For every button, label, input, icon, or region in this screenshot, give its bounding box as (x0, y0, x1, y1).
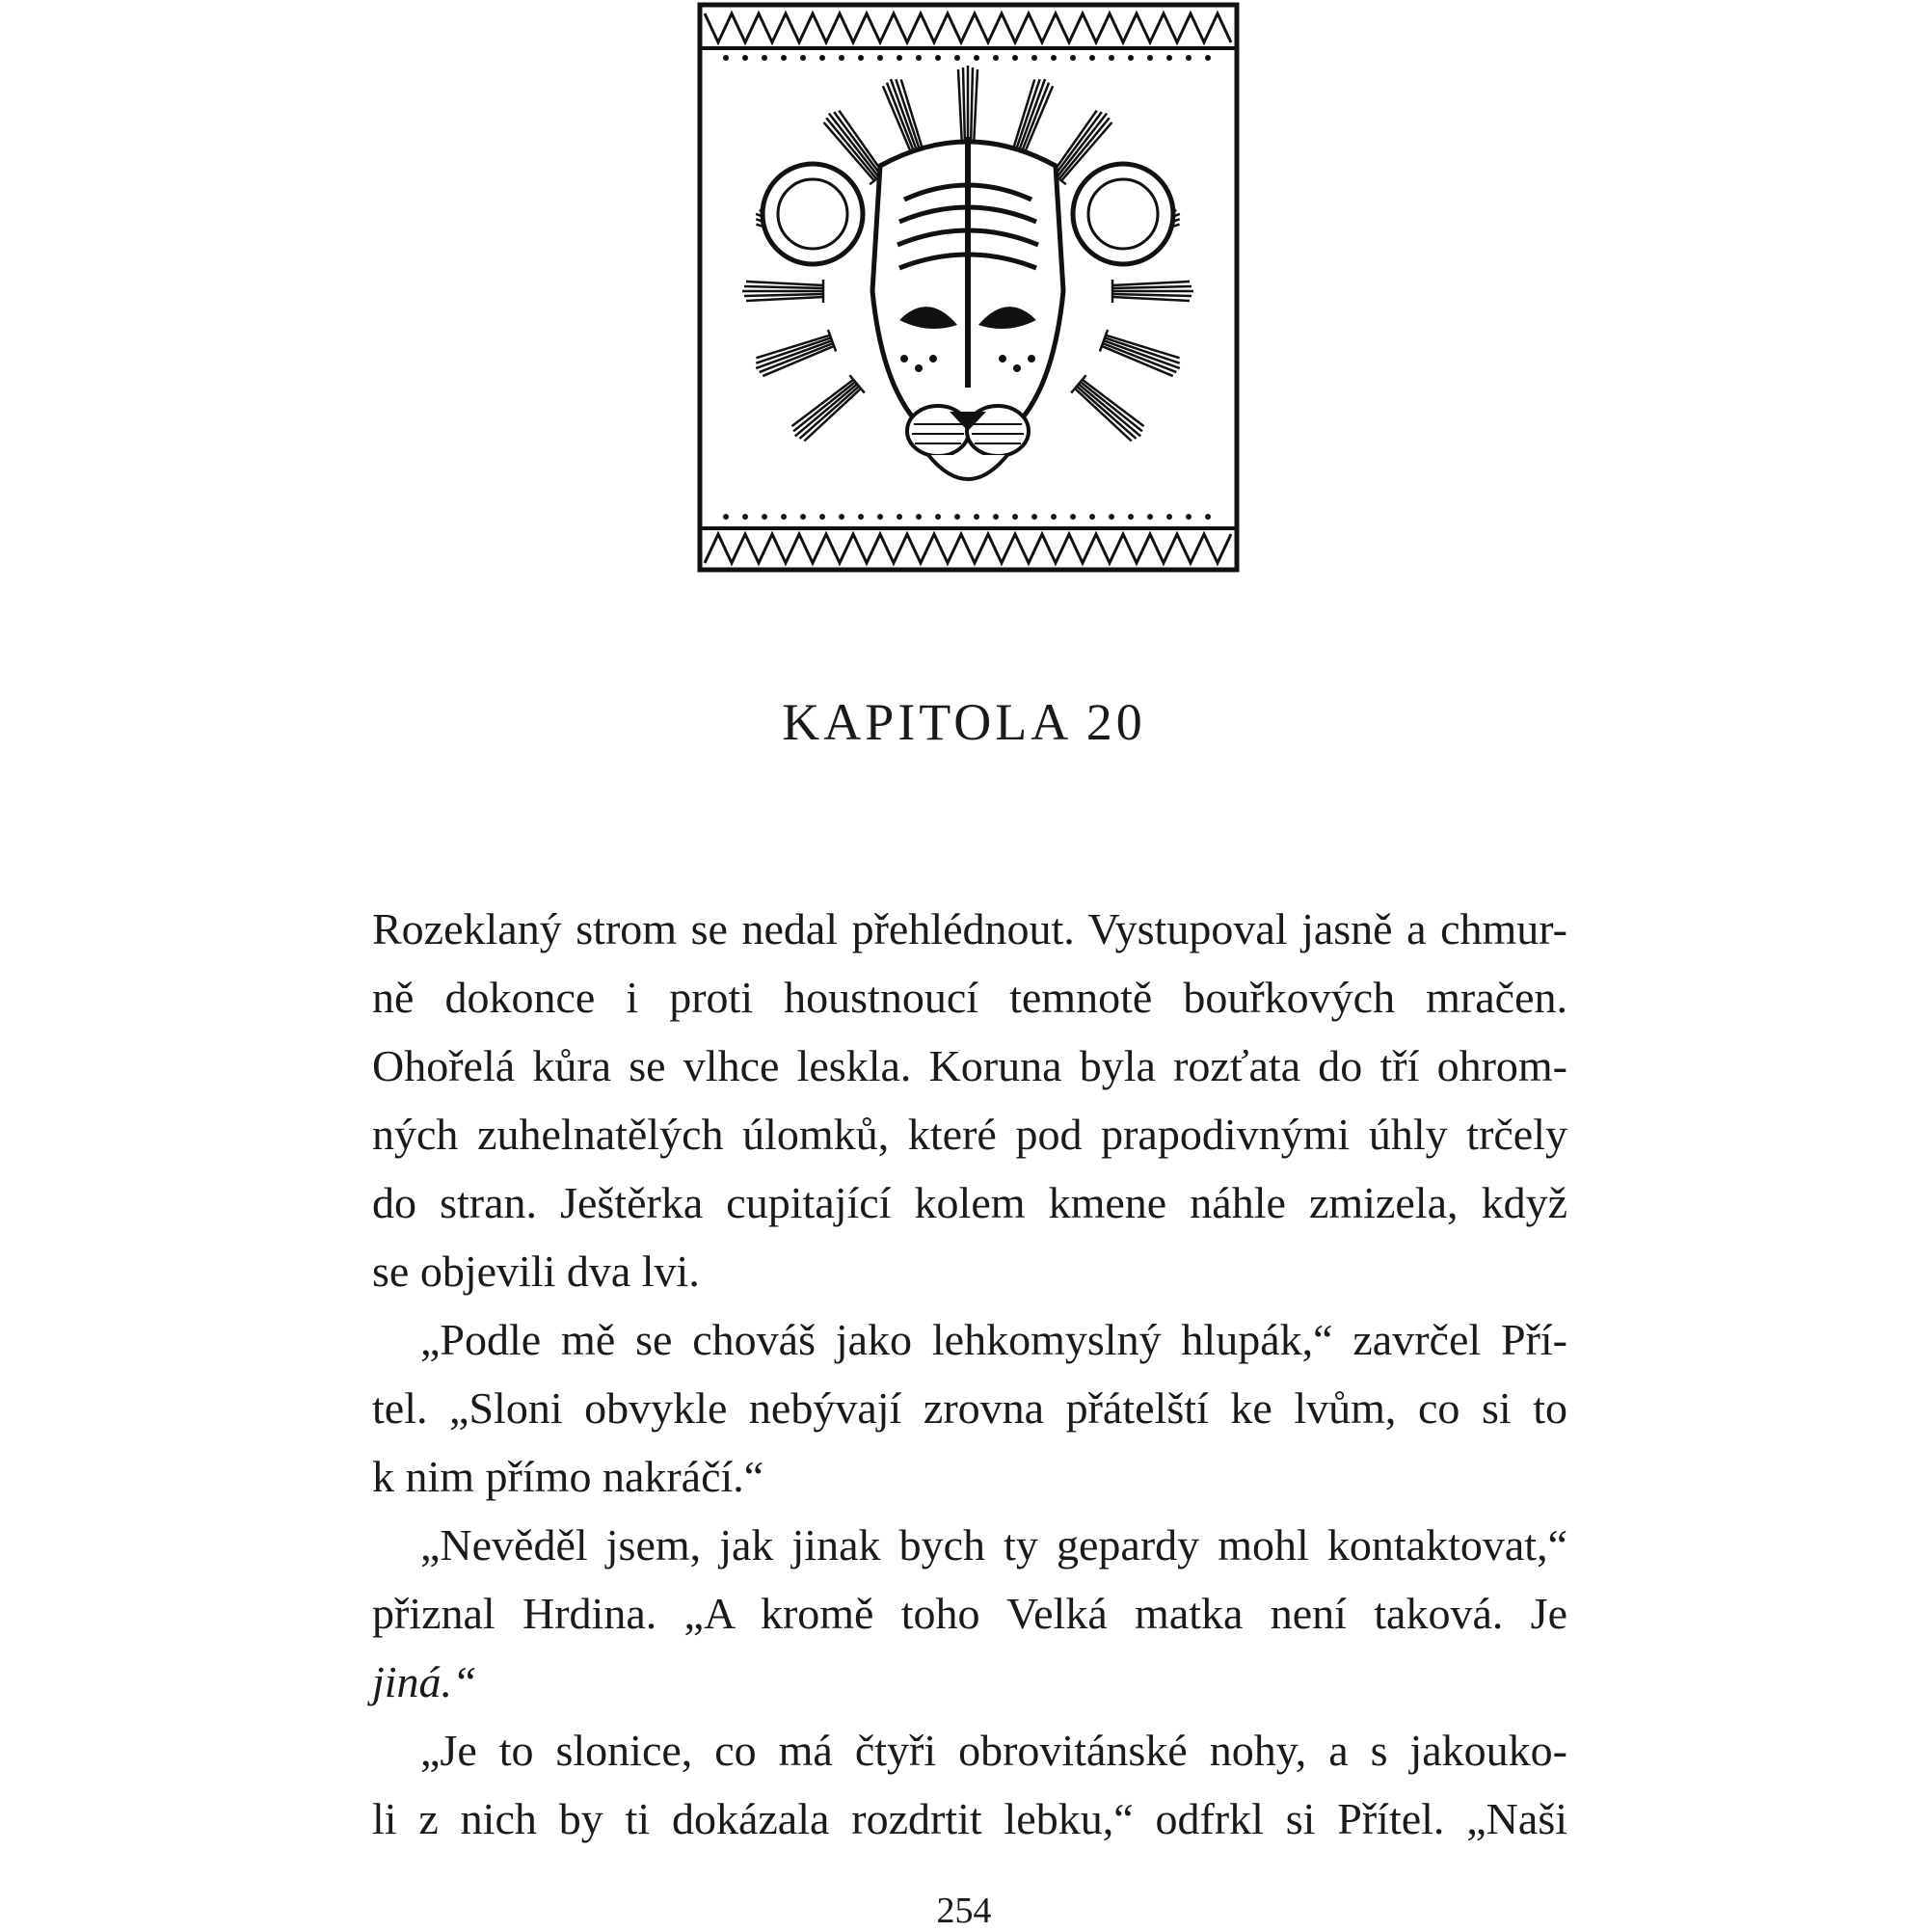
text-line: jiná.“ (372, 1657, 477, 1706)
text-line: „Je to slonice, co má čtyři obrovitánské nohy, a s jakouko- (420, 1726, 1567, 1775)
chapter-title: KAPITOLA 20 (782, 693, 1146, 751)
text-line: tel. „Sloni obvykle nebývají zrovna přátelští ke lvům, co si to (372, 1383, 1567, 1433)
lion-mask-icon (697, 2, 1240, 573)
text-line: do stran. Ještěrka cupitající kolem kmene náhle zmizela, když (372, 1178, 1567, 1227)
text-line: „Podle mě se chováš jako lehkomyslný hlupák,“ zavrčel Pří- (420, 1315, 1567, 1364)
text-line: přiznal Hrdina. „A kromě toho Velká matka není taková. Je (372, 1589, 1567, 1638)
text-line: li z nich by ti dokázala rozdrtit lebku,“ odfrkl si Přítel. „Naši (372, 1794, 1567, 1843)
body-text (372, 895, 1567, 1853)
text-line: Ohořelá kůra se vlhce leskla. Koruna byla rozťata do tří ohrom- (372, 1041, 1567, 1090)
text-line: ných zuhelnatělých úlomků, které pod prapodivnými úhly trčely (372, 1110, 1567, 1159)
text-line: Rozeklaný strom se nedal přehlédnout. Vystupoval jasně a chmur- (372, 904, 1567, 953)
lion-mask-illustration (697, 2, 1240, 573)
text-line: ně dokonce i proti houstnoucí temnotě bouřkových mračen. (372, 973, 1567, 1022)
text-line: k nim přímo nakráčí.“ (372, 1452, 764, 1501)
page-number: 254 (936, 1891, 992, 1931)
text-line: „Nevěděl jsem, jak jinak bych ty gepardy mohl kontaktovat,“ (420, 1520, 1567, 1570)
text-line: se objevili dva lvi. (372, 1247, 700, 1296)
